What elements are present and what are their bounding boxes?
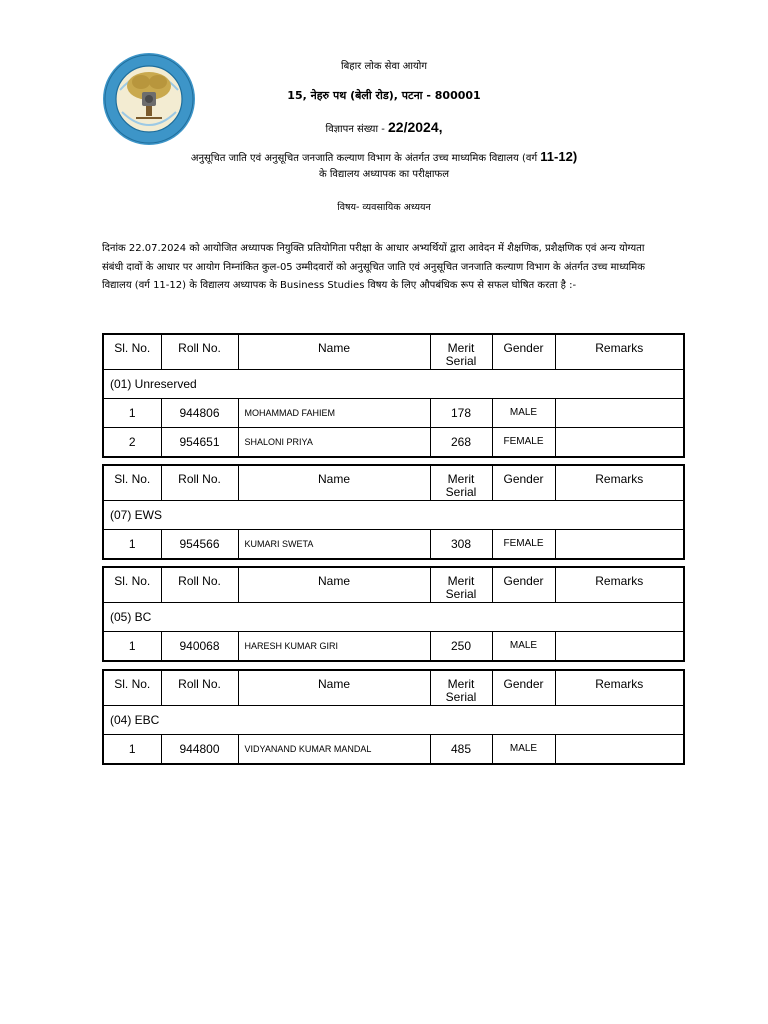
table-header-row bbox=[103, 465, 684, 500]
column-header-gender: Gender bbox=[492, 670, 555, 705]
category-label: (05) BC bbox=[103, 602, 684, 631]
column-header-roll-no: Roll No. bbox=[161, 670, 238, 705]
merit-label: Merit bbox=[447, 574, 475, 588]
category-row bbox=[103, 369, 684, 398]
table-row bbox=[103, 529, 684, 559]
merit-serial-cell: 178 bbox=[430, 398, 492, 427]
serial-label: Serial bbox=[445, 690, 477, 704]
column-header-name: Name bbox=[238, 465, 430, 500]
column-header-merit-serial bbox=[430, 670, 492, 705]
gender-cell: MALE bbox=[492, 631, 555, 661]
sl-no-cell: 1 bbox=[103, 529, 161, 559]
column-header-name: Name bbox=[238, 670, 430, 705]
table-row bbox=[103, 631, 684, 661]
merit-serial-cell: 485 bbox=[430, 734, 492, 764]
sl-no-cell: 2 bbox=[103, 427, 161, 457]
roll-no-cell: 944806 bbox=[161, 398, 238, 427]
notice-paragraph bbox=[102, 240, 684, 296]
gender-cell: MALE bbox=[492, 398, 555, 427]
table-header-row bbox=[103, 334, 684, 369]
advertisement-label: विज्ञापन संख्या - bbox=[325, 124, 389, 135]
column-header-merit-serial bbox=[430, 567, 492, 602]
merit-serial-cell: 250 bbox=[430, 631, 492, 661]
column-header-name: Name bbox=[238, 567, 430, 602]
roll-no-cell: 954566 bbox=[161, 529, 238, 559]
category-row bbox=[103, 705, 684, 734]
remarks-cell bbox=[555, 398, 684, 427]
paragraph-line-2: संबंधी दावों के आधार पर आयोग निम्नांकित कुल-05 उम्मीदवारों को अनुसूचित जाति एवं अनुसूचित जनजाति कल्याण विभाग के अंतर्गत उच्च माध्यमिक bbox=[102, 261, 645, 273]
candidate-name-cell: MOHAMMAD FAHIEM bbox=[238, 398, 430, 427]
candidate-name-cell: KUMARI SWETA bbox=[238, 529, 430, 559]
merit-label: Merit bbox=[447, 472, 475, 486]
candidate-name-cell: VIDYANAND KUMAR MANDAL bbox=[238, 734, 430, 764]
column-header-remarks: Remarks bbox=[555, 465, 684, 500]
column-header-gender: Gender bbox=[492, 567, 555, 602]
candidate-name-cell: HARESH KUMAR GIRI bbox=[238, 631, 430, 661]
results-table bbox=[102, 566, 685, 662]
remarks-cell bbox=[555, 529, 684, 559]
column-header-merit-serial bbox=[430, 334, 492, 369]
table-row bbox=[103, 734, 684, 764]
column-header-remarks: Remarks bbox=[555, 670, 684, 705]
column-header-sl-no: Sl. No. bbox=[103, 465, 161, 500]
serial-label: Serial bbox=[445, 485, 477, 499]
gender-cell: MALE bbox=[492, 734, 555, 764]
paragraph-line-3: विद्यालय (वर्ग 11-12) के विद्यालय अध्यापक के Business Studies विषय के लिए औपबंधिक रूप से सफल घोषित करता है :- bbox=[102, 280, 577, 291]
results-table bbox=[102, 669, 685, 765]
column-header-sl-no: Sl. No. bbox=[103, 567, 161, 602]
table-header-row bbox=[103, 567, 684, 602]
column-header-roll-no: Roll No. bbox=[161, 567, 238, 602]
table-row bbox=[103, 427, 684, 457]
column-header-roll-no: Roll No. bbox=[161, 465, 238, 500]
roll-no-cell: 944800 bbox=[161, 734, 238, 764]
table-header-row bbox=[103, 670, 684, 705]
notice-heading-line1 bbox=[0, 149, 768, 164]
column-header-gender: Gender bbox=[492, 465, 555, 500]
table-row bbox=[103, 398, 684, 427]
org-address: 15, नेहरु पथ (बेली रोड), पटना - 800001 bbox=[287, 89, 481, 102]
merit-label: Merit bbox=[447, 341, 475, 355]
roll-no-cell: 954651 bbox=[161, 427, 238, 457]
merit-serial-cell: 268 bbox=[430, 427, 492, 457]
column-header-sl-no: Sl. No. bbox=[103, 334, 161, 369]
remarks-cell bbox=[555, 631, 684, 661]
merit-label: Merit bbox=[447, 677, 475, 691]
column-header-name: Name bbox=[238, 334, 430, 369]
column-header-remarks: Remarks bbox=[555, 567, 684, 602]
subject-line: विषय- व्यवसायिक अध्ययन bbox=[337, 202, 431, 213]
results-table bbox=[102, 333, 685, 458]
serial-label: Serial bbox=[445, 587, 477, 601]
advertisement-number bbox=[0, 119, 768, 135]
column-header-remarks: Remarks bbox=[555, 334, 684, 369]
column-header-sl-no: Sl. No. bbox=[103, 670, 161, 705]
column-header-merit-serial bbox=[430, 465, 492, 500]
org-name: बिहार लोक सेवा आयोग bbox=[340, 61, 428, 72]
category-label: (04) EBC bbox=[103, 705, 684, 734]
sl-no-cell: 1 bbox=[103, 734, 161, 764]
category-row bbox=[103, 500, 684, 529]
sl-no-cell: 1 bbox=[103, 398, 161, 427]
remarks-cell bbox=[555, 427, 684, 457]
notice-heading-line2: के विद्यालय अध्यापक का परीक्षाफल bbox=[318, 169, 450, 180]
candidate-name-cell: SHALONI PRIYA bbox=[238, 427, 430, 457]
gender-cell: FEMALE bbox=[492, 529, 555, 559]
sl-no-cell: 1 bbox=[103, 631, 161, 661]
column-header-gender: Gender bbox=[492, 334, 555, 369]
column-header-roll-no: Roll No. bbox=[161, 334, 238, 369]
notice-heading-text: अनुसूचित जाति एवं अनुसूचित जनजाति कल्याण विभाग के अंतर्गत उच्च माध्यमिक विद्यालय (वर्ग bbox=[190, 153, 541, 164]
roll-no-cell: 940068 bbox=[161, 631, 238, 661]
serial-label: Serial bbox=[445, 354, 477, 368]
gender-cell: FEMALE bbox=[492, 427, 555, 457]
advertisement-value: 22/2024, bbox=[388, 119, 443, 135]
notice-heading-class: 11-12) bbox=[540, 149, 578, 164]
category-label: (01) Unreserved bbox=[103, 369, 684, 398]
remarks-cell bbox=[555, 734, 684, 764]
paragraph-line-1: दिनांक 22.07.2024 को आयोजित अध्यापक नियुक्ति प्रतियोगिता परीक्षा के आधार अभ्यर्थियों द्वारा आवेदन में शैक्षणिक, प्रशैक्षणिक एवं अन्य योग्यता bbox=[102, 243, 645, 254]
merit-serial-cell: 308 bbox=[430, 529, 492, 559]
category-row bbox=[103, 602, 684, 631]
results-table bbox=[102, 464, 685, 560]
category-label: (07) EWS bbox=[103, 500, 684, 529]
